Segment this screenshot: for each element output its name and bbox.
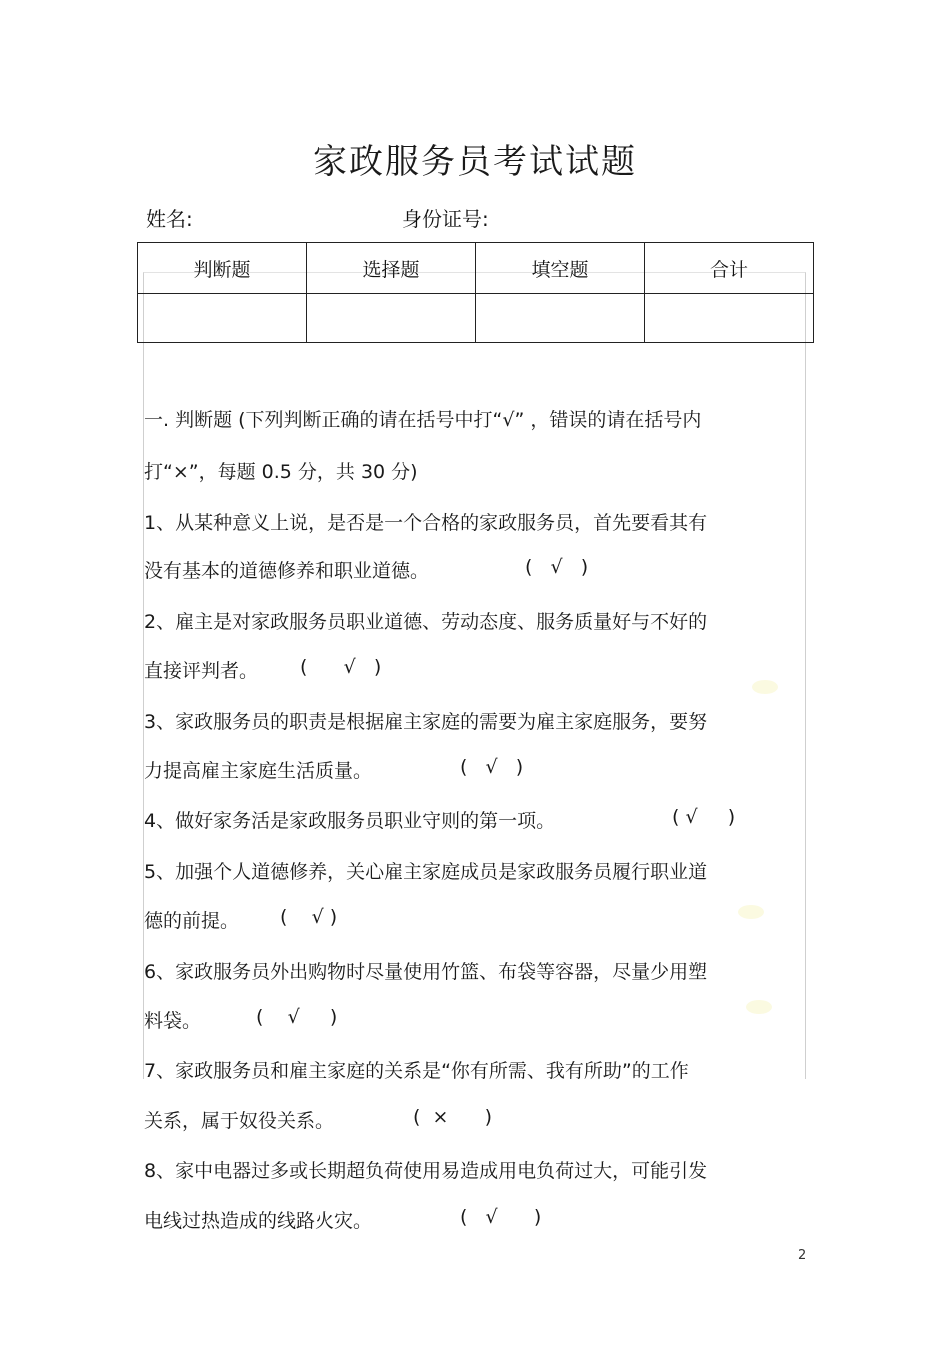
id-number-label: 身份证号: <box>402 207 489 231</box>
question-6-line-2: 料袋。 <box>144 1010 202 1032</box>
score-cell-true-false[interactable] <box>138 294 307 343</box>
score-table-value-row <box>138 294 814 343</box>
question-1-line-1: 1、从某种意义上说，是否是一个合格的家政服务员，首先要看其有 <box>144 512 708 534</box>
question-4-line-1: 4、做好家务活是家政服务员职业守则的第一项。 <box>144 810 556 832</box>
question-4-answer: ( √ ) <box>672 806 736 828</box>
paper-stain <box>752 680 778 694</box>
question-6-line-1: 6、家政服务员外出购物时尽量使用竹篮、布袋等容器，尽量少用塑 <box>144 961 708 983</box>
section-instructions-line-1: 一. 判断题 (下列判断正确的请在括号中打“√” ，错误的请在括号内 <box>144 409 702 431</box>
paper-stain <box>738 905 764 919</box>
score-header-total: 合计 <box>645 243 814 294</box>
question-7-line-1: 7、家政服务员和雇主家庭的关系是“你有所需、我有所助”的工作 <box>144 1060 689 1082</box>
question-1-line-2: 没有基本的道德修养和职业道德。 <box>144 560 430 582</box>
question-8-answer: ( √ ) <box>460 1206 542 1228</box>
question-5-line-2: 德的前提。 <box>144 910 240 932</box>
question-8-line-1: 8、家中电器过多或长期超负荷使用易造成用电负荷过大，可能引发 <box>144 1160 708 1182</box>
page-number: 2 <box>798 1248 807 1263</box>
score-table <box>137 242 814 343</box>
score-cell-fill-blank[interactable] <box>476 294 645 343</box>
question-3-answer: ( √ ) <box>460 756 524 778</box>
score-table-header-row <box>138 243 814 294</box>
score-cell-total[interactable] <box>645 294 814 343</box>
score-header-multiple-choice: 选择题 <box>307 243 476 294</box>
question-6-answer: ( √ ) <box>256 1006 338 1028</box>
score-cell-multiple-choice[interactable] <box>307 294 476 343</box>
page-title: 家政服务员考试试题 <box>313 142 637 182</box>
name-label: 姓名: <box>146 207 193 231</box>
question-7-answer: ( × ) <box>413 1106 493 1128</box>
question-2-answer: ( √ ) <box>300 656 382 678</box>
question-3-line-1: 3、家政服务员的职责是根据雇主家庭的需要为雇主家庭服务，要努 <box>144 711 708 733</box>
question-2-line-1: 2、雇主是对家政服务员职业道德、劳动态度、服务质量好与不好的 <box>144 611 708 633</box>
paper-stain <box>746 1000 772 1014</box>
score-header-fill-blank: 填空题 <box>476 243 645 294</box>
question-1-answer: ( √ ) <box>525 556 589 578</box>
score-header-true-false: 判断题 <box>138 243 307 294</box>
question-8-line-2: 电线过热造成的线路火灾。 <box>144 1210 373 1232</box>
question-5-answer: ( √ ) <box>280 906 338 928</box>
question-3-line-2: 力提高雇主家庭生活质量。 <box>144 760 373 782</box>
question-2-line-2: 直接评判者。 <box>144 660 259 682</box>
question-5-line-1: 5、加强个人道德修养，关心雇主家庭成员是家政服务员履行职业道 <box>144 861 708 883</box>
question-7-line-2: 关系，属于奴役关系。 <box>144 1110 335 1132</box>
section-instructions-line-2: 打“×”，每题 0.5 分，共 30 分) <box>144 461 418 483</box>
